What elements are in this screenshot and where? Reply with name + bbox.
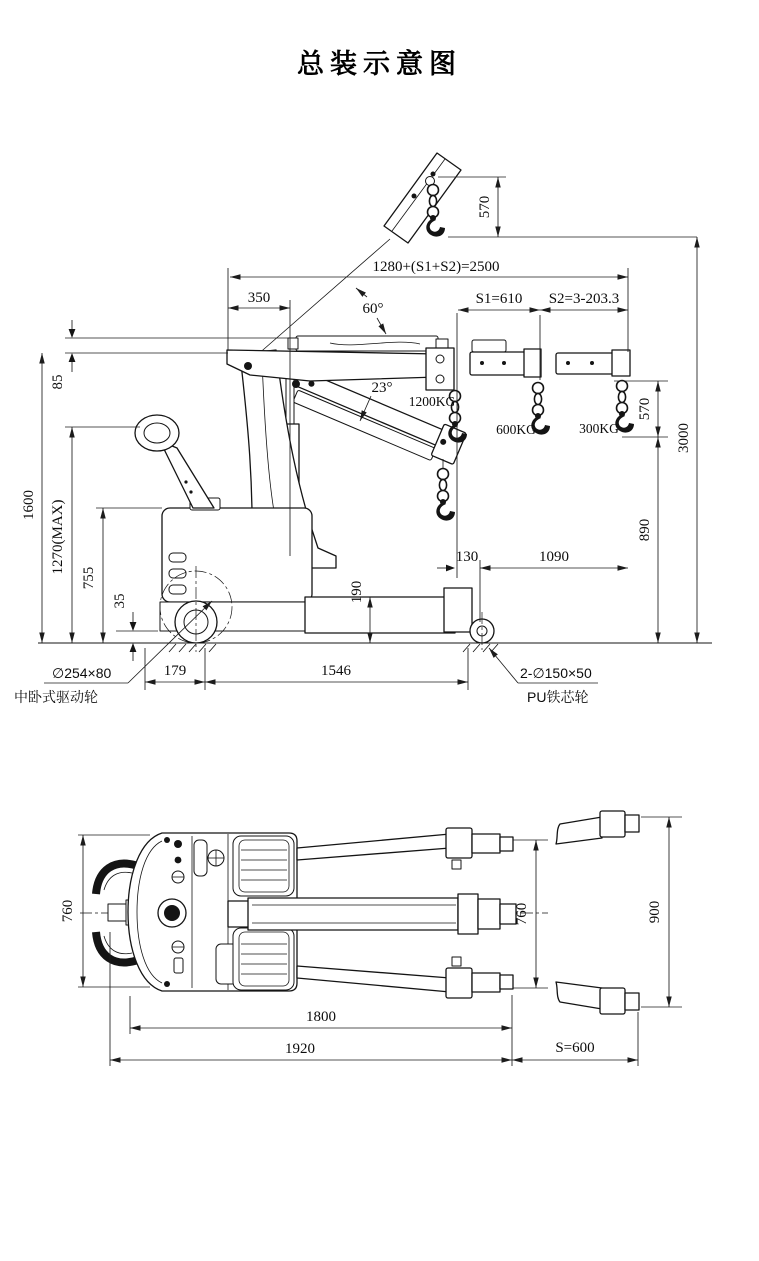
tiller-handle [135, 415, 214, 508]
dim-760-body: 760 [60, 899, 76, 923]
dim-570-ext: 570 [637, 397, 653, 421]
page-title: 总装示意图 [297, 49, 462, 79]
top-view [60, 811, 682, 1066]
dim-s2: S2=3-203.3 [548, 291, 620, 307]
dim-900: 900 [647, 900, 663, 924]
label-capacity-end: 300KG [579, 421, 619, 436]
dim-3000: 3000 [676, 423, 692, 453]
dim-s600: S=600 [555, 1040, 595, 1056]
crane-machine-side [38, 153, 712, 652]
label-caster-size: 2-∅150×50 [520, 665, 592, 681]
dim-1920: 1920 [285, 1041, 315, 1057]
dim-1600: 1600 [21, 490, 37, 520]
label-drive-wheel-name: 中卧式驱动轮 [14, 689, 98, 705]
dim-190: 190 [349, 580, 365, 604]
leg-extensions-top [556, 811, 639, 1014]
dim-1270max: 1270(MAX) [50, 499, 66, 575]
boom-extension-2 [556, 350, 630, 376]
raised-boom [384, 153, 461, 243]
dim-179: 179 [163, 663, 187, 679]
dim-angle-raised: 60° [362, 301, 384, 317]
dim-reach-total: 1280+(S1+S2)=2500 [372, 259, 500, 275]
dim-760-legs: 760 [514, 902, 530, 926]
label-capacity-main: 1200KG [408, 394, 456, 409]
side-view [14, 153, 712, 705]
label-capacity-mid: 600KG [496, 422, 536, 437]
body-side [162, 498, 312, 602]
dim-1546: 1546 [321, 663, 351, 679]
dim-1090: 1090 [539, 549, 569, 565]
dim-35: 35 [112, 593, 128, 609]
dim-350: 350 [247, 290, 271, 306]
ground-line [38, 643, 712, 652]
dim-85: 85 [50, 374, 66, 390]
dim-755: 755 [81, 566, 97, 590]
luffing-cylinder [288, 336, 448, 351]
dim-s1: S1=610 [475, 291, 523, 307]
caster-wheel [470, 612, 494, 650]
label-caster-name: PU铁芯轮 [527, 689, 589, 705]
dim-570-top: 570 [477, 195, 493, 219]
boom-top [228, 894, 516, 934]
dim-angle-lowered: 23° [371, 380, 393, 396]
dim-890: 890 [637, 518, 653, 542]
dim-130: 130 [455, 549, 479, 565]
boom-extension-1 [470, 340, 541, 377]
dim-1800: 1800 [306, 1009, 336, 1025]
crane-machine-top [80, 811, 639, 1014]
label-drive-wheel-size: ∅254×80 [52, 665, 112, 681]
hook-chain-lowered [436, 469, 455, 521]
